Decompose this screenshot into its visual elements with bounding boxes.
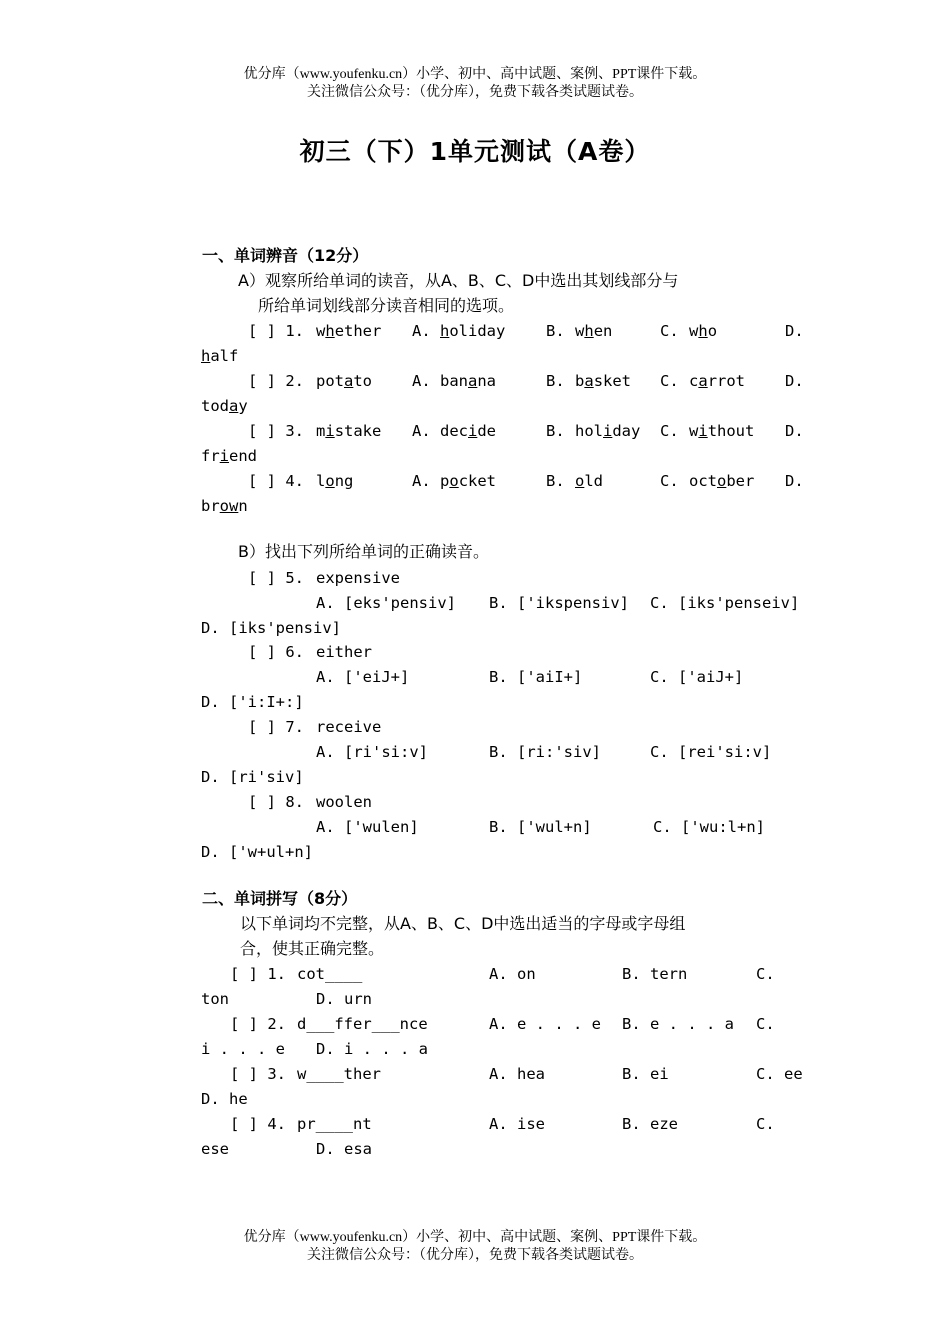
- option-b: B. ['ikspensiv]: [489, 594, 629, 612]
- option-a: A. ['wulen]: [316, 818, 419, 836]
- option-c: C. ['wu:l+n]: [653, 818, 765, 836]
- option-d: today: [201, 397, 248, 415]
- question-number: [ ] 3.: [230, 1065, 286, 1083]
- question-number: [ ] 7.: [248, 718, 304, 736]
- option-c: C. [iks'penseiv]: [650, 594, 800, 612]
- option-b-label: B.: [546, 472, 565, 490]
- option-c: ese: [201, 1140, 229, 1158]
- option-c-label: C.: [756, 1115, 775, 1133]
- option-d: D. i . . . a: [316, 1040, 428, 1058]
- option-a: pocket: [440, 472, 497, 490]
- option-b: B. e . . . a: [622, 1015, 734, 1033]
- option-d: D. ['i:I+:]: [201, 693, 304, 711]
- option-b-label: B.: [546, 322, 565, 340]
- option-a: A. on: [489, 965, 536, 983]
- section2-instr-1: 以下单词均不完整，从A、B、C、D中选出适当的字母或字母组: [240, 914, 686, 933]
- question-word: long: [316, 472, 354, 490]
- question-word: expensive: [316, 569, 400, 587]
- option-c: carrot: [689, 372, 746, 390]
- option-c-label: C.: [756, 1015, 775, 1033]
- option-a-label: A.: [412, 372, 431, 390]
- question-word: potato: [316, 372, 373, 390]
- option-a-label: A.: [412, 422, 431, 440]
- option-d-label: D.: [785, 472, 804, 490]
- page-footer: [0, 1229, 950, 1265]
- option-d: D. [ri'siv]: [201, 768, 304, 786]
- option-b: B. ['wul+n]: [489, 818, 592, 836]
- option-a: A. [ri'si:v]: [316, 743, 428, 761]
- section1-heading: 一、单词辨音（12分）: [202, 246, 369, 265]
- section1-partB-instr: B）找出下列所给单词的正确读音。: [238, 542, 489, 561]
- option-c: without: [689, 422, 755, 440]
- option-a-label: A.: [412, 322, 431, 340]
- section2-heading: 二、单词拼写（8分）: [202, 889, 358, 908]
- question-word: woolen: [316, 793, 372, 811]
- section1-partA-instr-1: A）观察所给单词的读音，从A、B、C、D中选出其划线部分与: [238, 271, 679, 290]
- option-d-label: D.: [785, 322, 804, 340]
- option-c-label: C.: [660, 472, 679, 490]
- question-number: [ ] 6.: [248, 643, 304, 661]
- option-d: D. ['w+ul+n]: [201, 843, 313, 861]
- question-number: [ ] 1.: [230, 965, 286, 983]
- option-b: basket: [575, 372, 632, 390]
- option-a: banana: [440, 372, 497, 390]
- question-number: [ ] 8.: [248, 793, 304, 811]
- option-d: D. urn: [316, 990, 372, 1008]
- section2-instr-2: 合，使其正确完整。: [240, 939, 385, 958]
- question-number: [ ] 2.: [230, 1015, 286, 1033]
- option-a: A. ise: [489, 1115, 545, 1133]
- option-a: A. hea: [489, 1065, 545, 1083]
- question-word: mistake: [316, 422, 382, 440]
- question-word: d___ffer___nce: [297, 1015, 428, 1033]
- option-c: ton: [201, 990, 229, 1008]
- question-number: [ ] 5.: [248, 569, 304, 587]
- question-word: w____ther: [297, 1065, 381, 1083]
- option-d: D. [iks'pensiv]: [201, 619, 341, 637]
- option-c-label: C.: [660, 422, 679, 440]
- page-title: 初三（下）1单元测试（A卷）: [299, 137, 651, 166]
- option-a: A. [eks'pensiv]: [316, 594, 456, 612]
- option-c: C. [rei'si:v]: [650, 743, 772, 761]
- header-line-1: 优分库（www.youfenku.cn）小学、初中、高中试题、案例、PPT课件下载。: [243, 67, 707, 82]
- question-number: [ ] 3.: [248, 422, 304, 440]
- option-c-label: C.: [756, 965, 775, 983]
- option-b-label: B.: [546, 372, 565, 390]
- option-a: holiday: [440, 322, 506, 340]
- option-c-label: C.: [660, 372, 679, 390]
- question-number: [ ] 2.: [248, 372, 304, 390]
- option-b-label: B.: [546, 422, 565, 440]
- question-word: pr____nt: [297, 1115, 372, 1133]
- question-word: either: [316, 643, 372, 661]
- option-d-label: D.: [785, 372, 804, 390]
- footer-line-2: 关注微信公众号：（优分库），免费下载各类试题试卷。: [307, 1248, 643, 1263]
- section1-partA-instr-2: 所给单词划线部分读音相同的选项。: [258, 296, 515, 315]
- option-c: who: [689, 322, 718, 340]
- question-number: [ ] 4.: [248, 472, 304, 490]
- question-word: whether: [316, 322, 382, 340]
- option-a: A. ['eiJ+]: [316, 668, 410, 686]
- option-b: B. ['aiI+]: [489, 668, 583, 686]
- option-d: half: [201, 347, 239, 365]
- option-c: C. ee: [756, 1065, 803, 1083]
- footer-line-1: 优分库（www.youfenku.cn）小学、初中、高中试题、案例、PPT课件下载。: [243, 1230, 707, 1245]
- option-d-label: D.: [785, 422, 804, 440]
- option-c: october: [689, 472, 755, 490]
- option-d: D. he: [201, 1090, 248, 1108]
- option-c: i . . . e: [201, 1040, 285, 1058]
- option-a-label: A.: [412, 472, 431, 490]
- question-number: [ ] 1.: [248, 322, 304, 340]
- option-d: D. esa: [316, 1140, 372, 1158]
- question-word: receive: [316, 718, 382, 736]
- option-b: B. tern: [622, 965, 688, 983]
- header-line-2: 关注微信公众号：（优分库），免费下载各类试题试卷。: [307, 85, 643, 100]
- question-number: [ ] 4.: [230, 1115, 286, 1133]
- option-b: when: [575, 322, 613, 340]
- question-word: cot____: [297, 965, 363, 983]
- option-b: B. ei: [622, 1065, 669, 1083]
- option-d: brown: [201, 497, 248, 515]
- option-b: old: [575, 472, 604, 490]
- option-a: A. e . . . e: [489, 1015, 601, 1033]
- page-header: [0, 66, 950, 102]
- option-c: C. ['aiJ+]: [650, 668, 744, 686]
- option-c-label: C.: [660, 322, 679, 340]
- option-d: friend: [201, 447, 258, 465]
- option-a: decide: [440, 422, 497, 440]
- option-b: B. eze: [622, 1115, 678, 1133]
- option-b: B. [ri:'siv]: [489, 743, 601, 761]
- option-b: holiday: [575, 422, 641, 440]
